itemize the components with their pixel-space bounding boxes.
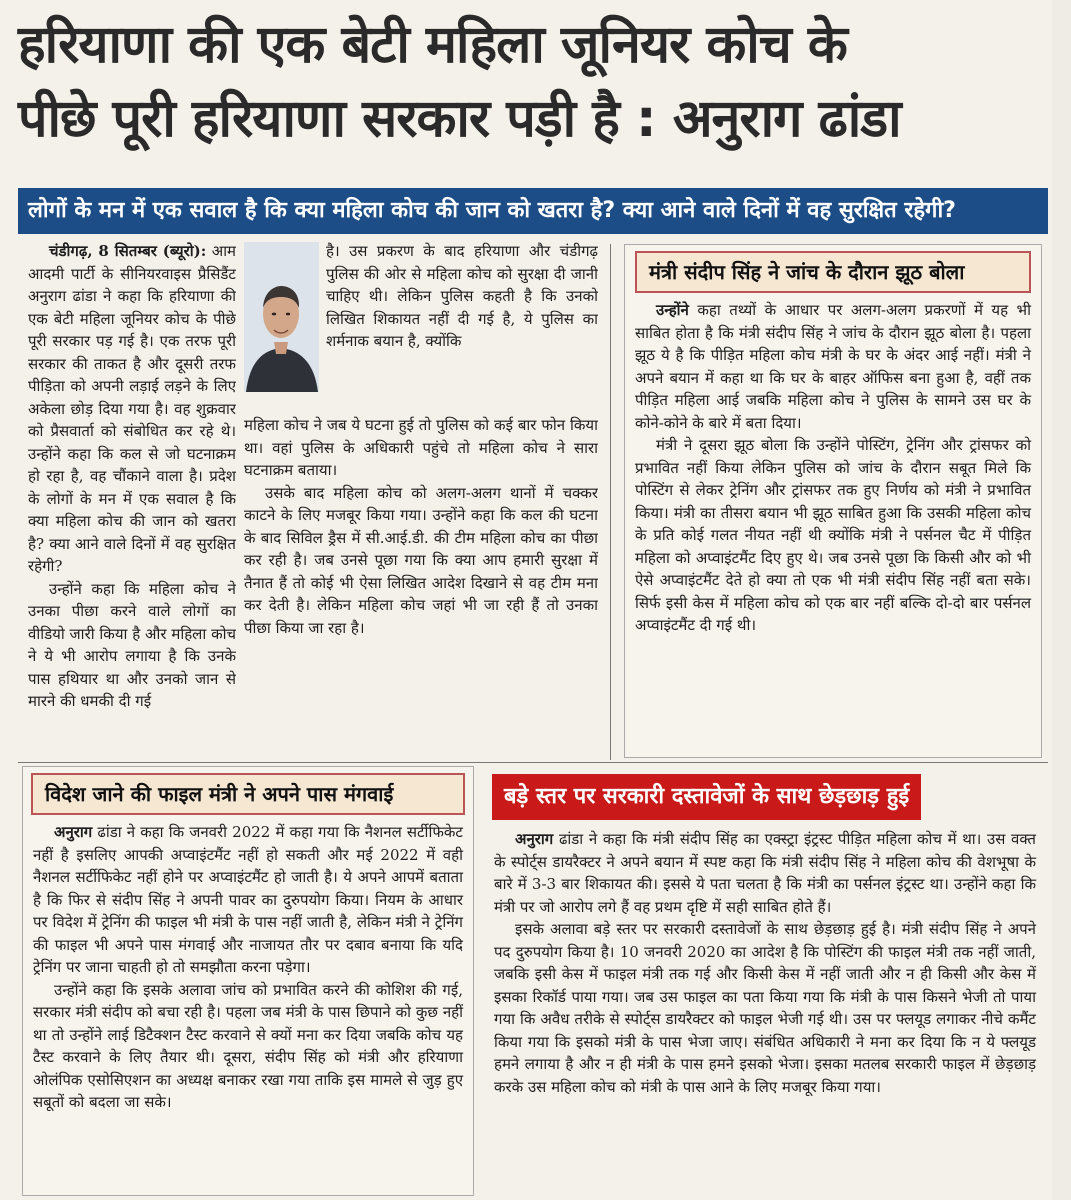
column-divider	[610, 244, 611, 760]
column-2-para-2: उसके बाद महिला कोच को अलग-अलग थानों में चक्कर काटने के लिए मजबूर किया गया। उन्होंने कहा कि कल की घटना के बाद सिविल ड्रैस में सी.आई.डी. की टीम महिला कोच का पीछा कर रही है। जब उनसे पूछा गया कि क्या आप हमारी सुरक्षा में तैनात हैं तो कोई भी ऐसा लिखित आदेश दिखाने से वह टीम मना कर देती है। लेकिन महिला कोच जहां भी जा रही हैं तो उनका पीछा किया जा रहा है।	[244, 483, 598, 637]
box-1-title: मंत्री संदीप सिंह ने जांच के दौरान झूठ बोला	[635, 251, 1031, 293]
box-1-text-1: कहा तथ्यों के आधार पर अलग-अलग प्रकरणों में यह भी साबित होता है कि मंत्री संदीप सिंह ने जांच के दौरान झूठ बोला है। पहला झूठ ये है कि पीड़ित महिला कोच मंत्री के घर के अंदर आई नहीं। मंत्री ने अपने बयान में कहा था कि घर के बाहर ऑफिस बना हुआ है, वहीं तक पीड़ित महिला आई जबकि महिला कोच ने पुलिस के सामने उस घर के कोने-कोने के बारे में बता दिया।	[635, 301, 1031, 432]
box-3-lead: अनुराग	[515, 830, 554, 848]
portrait-icon	[244, 242, 319, 392]
box-1-para-1	[635, 299, 1031, 434]
box-1-lead: उन्होंने	[656, 301, 689, 319]
column-2-para-1a: है। उस प्रकरण के बाद हरियाणा और चंडीगढ़ पुलिस की ओर से महिला कोच को सुरक्षा दी जानी चाहिए थी। लेकिन पुलिस कहती है कि उनको लिखित शिकायत नहीं दी गई है, ये पुलिस का शर्मनाक बयान है, क्योंकि	[326, 242, 598, 350]
box-3-title: बड़े स्तर पर सरकारी दस्तावेजों के साथ छेड़छाड़ हुई	[492, 774, 921, 820]
column-2-para-1b: महिला कोच ने जब ये घटना हुई तो पुलिस को कई बार फोन किया था। वहां पुलिस के अधिकारी पहुंचे तो महिला कोच ने सारा घटनाक्रम बताया।	[244, 416, 598, 479]
column-1-text-1: आम आदमी पार्टी के सीनियरवाइस प्रैसिडैंट अनुराग ढांडा ने कहा कि हरियाणा की एक बेटी महिला जूनियर कोच के पीछे पूरी सरकार पड़ गई है। एक तरफ पूरी सरकार की ताकत है और दूसरी तरफ पीड़िता को अपनी लड़ाई लड़ने के लिए अकेला छोड़ दिया गया है। वह शुक्रवार को प्रैसवार्ता को संबोधित कर रहे थे। उन्होंने कहा कि कल से जो घटनाक्रम हो रहा है, वह चौंकाने वाला है। प्रदेश के लोगों के मन में एक सवाल है कि क्या महिला कोच की जान को खतरा है? क्या आने वाले दिनों में वह सुरक्षित रहेगी?	[28, 242, 236, 575]
portrait-photo	[244, 242, 319, 392]
column-1	[28, 240, 236, 760]
box-2-lead: अनुराग	[54, 823, 93, 841]
section-divider	[18, 762, 1048, 763]
box-3-body	[488, 828, 1042, 1192]
box-2-para-2: उन्होंने कहा कि इसके अलावा जांच को प्रभावित करने की कोशिश की गई, सरकार मंत्री संदीप को बचा रही है। पहला जब मंत्री के पास छिपाने को कुछ नहीं था तो उन्होंने लाई डिटैक्शन टैस्ट करवाने से क्यों मना कर दिया जबकि कोच यह टैस्ट करवाने के लिए तैयार थी। दूसरा, संदीप सिंह को मंत्री और हरियाणा ओलंपिक एसोसिएशन का अध्यक्ष बनाकर रखा गया ताकि इस मामले से जुड़ हुए सबूतों को बदला जा सके।	[33, 980, 463, 1111]
box-2-body	[23, 821, 473, 1191]
box-3	[488, 766, 1042, 1196]
column-1-para-2: उन्होंने कहा कि महिला कोच ने उनका पीछा करने वाले लोगों का वीडियो जारी किया है और महिला कोच ने ये भी आरोप लगाया है कि उनके पास हथियार था और उनको जान से मारने की धमकी दी गई	[28, 579, 236, 710]
box-2-title: विदेश जाने की फाइल मंत्री ने अपने पास मंगवाई	[31, 773, 465, 815]
box-1-para-2: मंत्री ने दूसरा झूठ बोला कि उन्होंने पोस्टिंग, ट्रेनिंग और ट्रांसफर को प्रभावित नहीं किया लेकिन पुलिस को जांच के दौरान सबूत मिले कि पोस्टिंग से लेकर ट्रेनिंग और ट्रांसफर तक हुए निर्णय को मंत्री ने प्रभावित किया। मंत्री का तीसरा बयान भी झूठ साबित हुआ कि उसकी महिला कोच के प्रति कोई गलत नीयत नहीं थी क्योंकि मंत्री ने पर्सनल चैट में पीड़ित महिला को अप्वाइंटमैंट दिए हुए थे। जब उनसे पूछा कि किसी और को भी ऐसे अप्वाइंटमैंट देते हो क्या तो एक भी मंत्री संदीप सिंह नहीं बता सके। सिर्फ इसी केस में महिला कोच को एक बार नहीं बल्कि दो-दो बार पर्सनल अप्वाइंटमैंट दी गई थी।	[635, 436, 1031, 634]
column-2-lower	[244, 414, 598, 758]
box-3-text-1: ढांडा ने कहा कि मंत्री संदीप सिंह का एक्स्ट्रा इंट्रस्ट पीड़ित महिला कोच में था। उस वक्त के स्पोर्ट्स डायरैक्टर ने अपने बयान में स्पष्ट कहा कि मंत्री संदीप सिंह ने महिला कोच की वेशभूषा के बारे में 3-3 बार शिकायत की। इससे ये पता चलता है कि मंत्री का पर्सनल इंट्रस्ट था। उन्होंने कहा कि मंत्री पर जो आरोप लगे हैं वह प्रथम दृष्टि में सही साबित होते हैं।	[494, 830, 1036, 916]
box-2-para-1	[33, 821, 463, 979]
headline-line-1: हरियाणा की एक बेटी महिला जूनियर कोच के	[18, 15, 847, 75]
subheadline-bar	[18, 188, 1048, 234]
box-3-para-2: इसके अलावा बड़े स्तर पर सरकारी दस्तावेजों के साथ छेड़छाड़ हुई है। मंत्री संदीप सिंह ने अपने पद दुरुपयोग किया है। 10 जनवरी 2020 का आदेश है कि पोस्टिंग की फाइल मंत्री तक नहीं जाती, जबकि इसी केस में फाइल मंत्री तक गई और किसी केस में नहीं जाती और न ही किसी और केस में इसका रिकॉर्ड पाया गया। जब उस फाइल का पता किया गया कि मंत्री के पास किसने भेजी तो पाया गया कि अवैध तरीके से स्पोर्ट्स डायरैक्टर को फाइल भेजी गई थी। उस पर फ्लयूड लगाकर नीचे कमैंट किया गया कि इसको मंत्री के पास भेजा जाए। संबंधित अधिकारी ने मना कर दिया कि न ये फ्लयूड हमने लगाया है और न ही मंत्री के पास हमने इसको भेजा। इसका मतलब सरकारी फाइल में छेड़छाड़ करके उस महिला कोच को मंत्री के पास आने के लिए मजबूर किया गया।	[494, 920, 1036, 1096]
box-2-text-1: ढांडा ने कहा कि जनवरी 2022 में कहा गया कि नैशनल सर्टीफिकेट नहीं है इसलिए आपकी अप्वाइंटमैंट नहीं हो सकती और मई 2022 में वही नैशनल सर्टीफिकेट नहीं होने पर अप्वाइंटमैंट हो जाती है। ये अपने आपमें बताता है कि फिर से संदीप सिंह ने अपनी पावर का दुरुपयोग किया। नियम के आधार पर विदेश में ट्रेनिंग की फाइल भी मंत्री के पास नहीं जाती है, लेकिन मंत्री ने ट्रेनिंग की फाइल भी अपने पास मंगवाई और नाजायत तौर पर दबाव बनाया कि यदि ट्रेनिंग पर जाना चाहती हो तो समझौता करना पड़ेगा।	[33, 823, 463, 976]
box-1-body	[625, 299, 1041, 749]
headline-line-2: पीछे पूरी हरियाणा सरकार पड़ी है : अनुराग ढांडा	[18, 89, 901, 149]
dateline: चंडीगढ़, 8 सितम्बर (ब्यूरो):	[49, 242, 207, 260]
column-2-top	[326, 240, 598, 412]
box-1	[624, 244, 1042, 758]
adjacent-article-edge	[1052, 0, 1071, 1200]
subheadline: लोगों के मन में एक सवाल है कि क्या महिला कोच की जान को खतरा है? क्या आने वाले दिनों में वह सुरक्षित रहेगी?	[28, 198, 956, 223]
headline	[18, 8, 1048, 156]
column-1-para-1	[28, 240, 236, 578]
box-3-para-1	[494, 828, 1036, 918]
box-2	[22, 766, 474, 1196]
